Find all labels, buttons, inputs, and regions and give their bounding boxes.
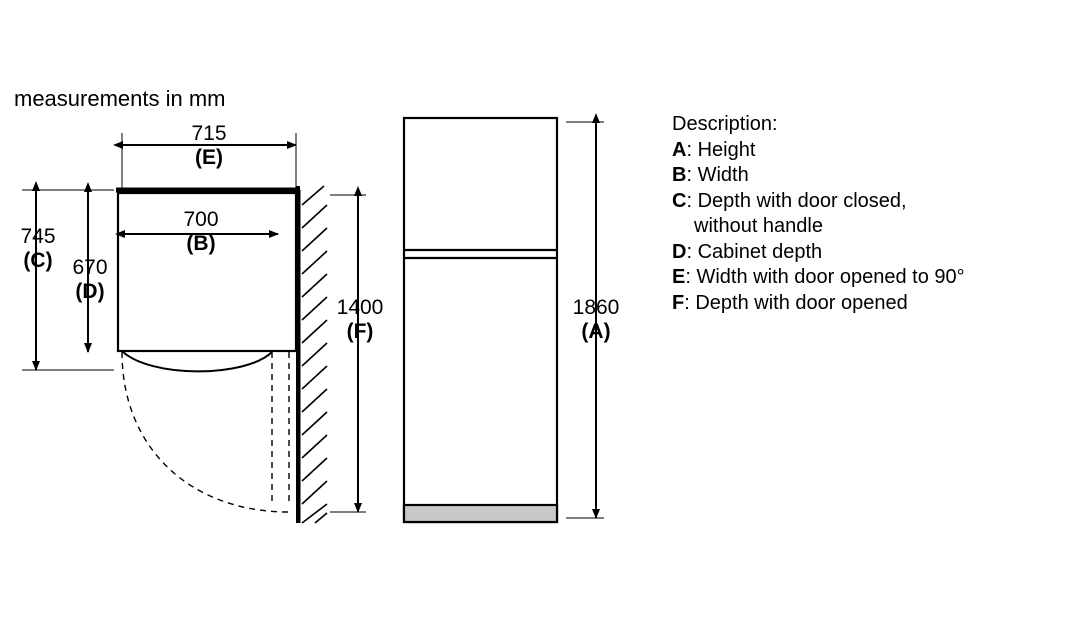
- description-legend: [672, 112, 1072, 316]
- dimension-label-A: [558, 296, 634, 344]
- dimension-code-D: (D): [75, 280, 105, 303]
- dimension-code-F: (F): [346, 320, 374, 343]
- description-key-a: A: [672, 138, 687, 161]
- description-sep-d: :: [686, 240, 698, 263]
- description-sep-e: :: [685, 266, 697, 288]
- description-text-c: Depth with door closed,: [697, 189, 907, 212]
- description-key-f: F: [672, 291, 685, 314]
- description-item-c: [672, 189, 1072, 215]
- measurement-units-note: measurements in mm: [14, 86, 226, 111]
- description-item-f: [672, 291, 1072, 317]
- description-text-f: Depth with door opened: [695, 291, 908, 314]
- description-item-a: [672, 138, 1072, 164]
- dimension-code-E: (E): [195, 146, 223, 169]
- dimension-code-A: (A): [581, 320, 611, 343]
- dimension-value-E: 715: [191, 122, 227, 145]
- dimension-label-F: [322, 296, 398, 344]
- dimension-code-C: (C): [23, 249, 53, 272]
- description-item-e: [672, 265, 1072, 291]
- description-text-b: Width: [697, 164, 749, 186]
- dimension-value-D: 670: [72, 256, 108, 279]
- dimension-value-A: 1860: [572, 296, 620, 319]
- description-text-a: Height: [697, 138, 756, 161]
- description-key-b: B: [672, 164, 687, 186]
- dimension-value-B: 700: [183, 208, 219, 231]
- description-key-d: D: [672, 240, 687, 263]
- description-item-b: [672, 163, 1072, 189]
- description-text-e: Width with door opened to 90°: [696, 266, 965, 288]
- dimension-label-D: [52, 256, 128, 304]
- dimension-code-B: (B): [186, 232, 216, 255]
- description-text-d: Cabinet depth: [697, 240, 823, 263]
- description-sep-a: :: [686, 138, 698, 161]
- description-text-c-continued: without handle: [694, 215, 823, 237]
- description-sep-b: :: [686, 164, 698, 186]
- description-sep-f: :: [684, 291, 696, 314]
- dimension-label-B: [151, 208, 251, 256]
- description-key-e: E: [672, 266, 686, 288]
- dimension-value-F: 1400: [336, 296, 384, 319]
- description-key-c: C: [672, 189, 687, 212]
- dimension-label-E: [159, 122, 259, 170]
- description-title: Description:: [672, 113, 778, 135]
- dimension-value-C: 745: [20, 225, 56, 248]
- description-item-c-continued: [672, 214, 1072, 240]
- description-sep-c: :: [686, 189, 698, 212]
- description-item-d: [672, 240, 1072, 266]
